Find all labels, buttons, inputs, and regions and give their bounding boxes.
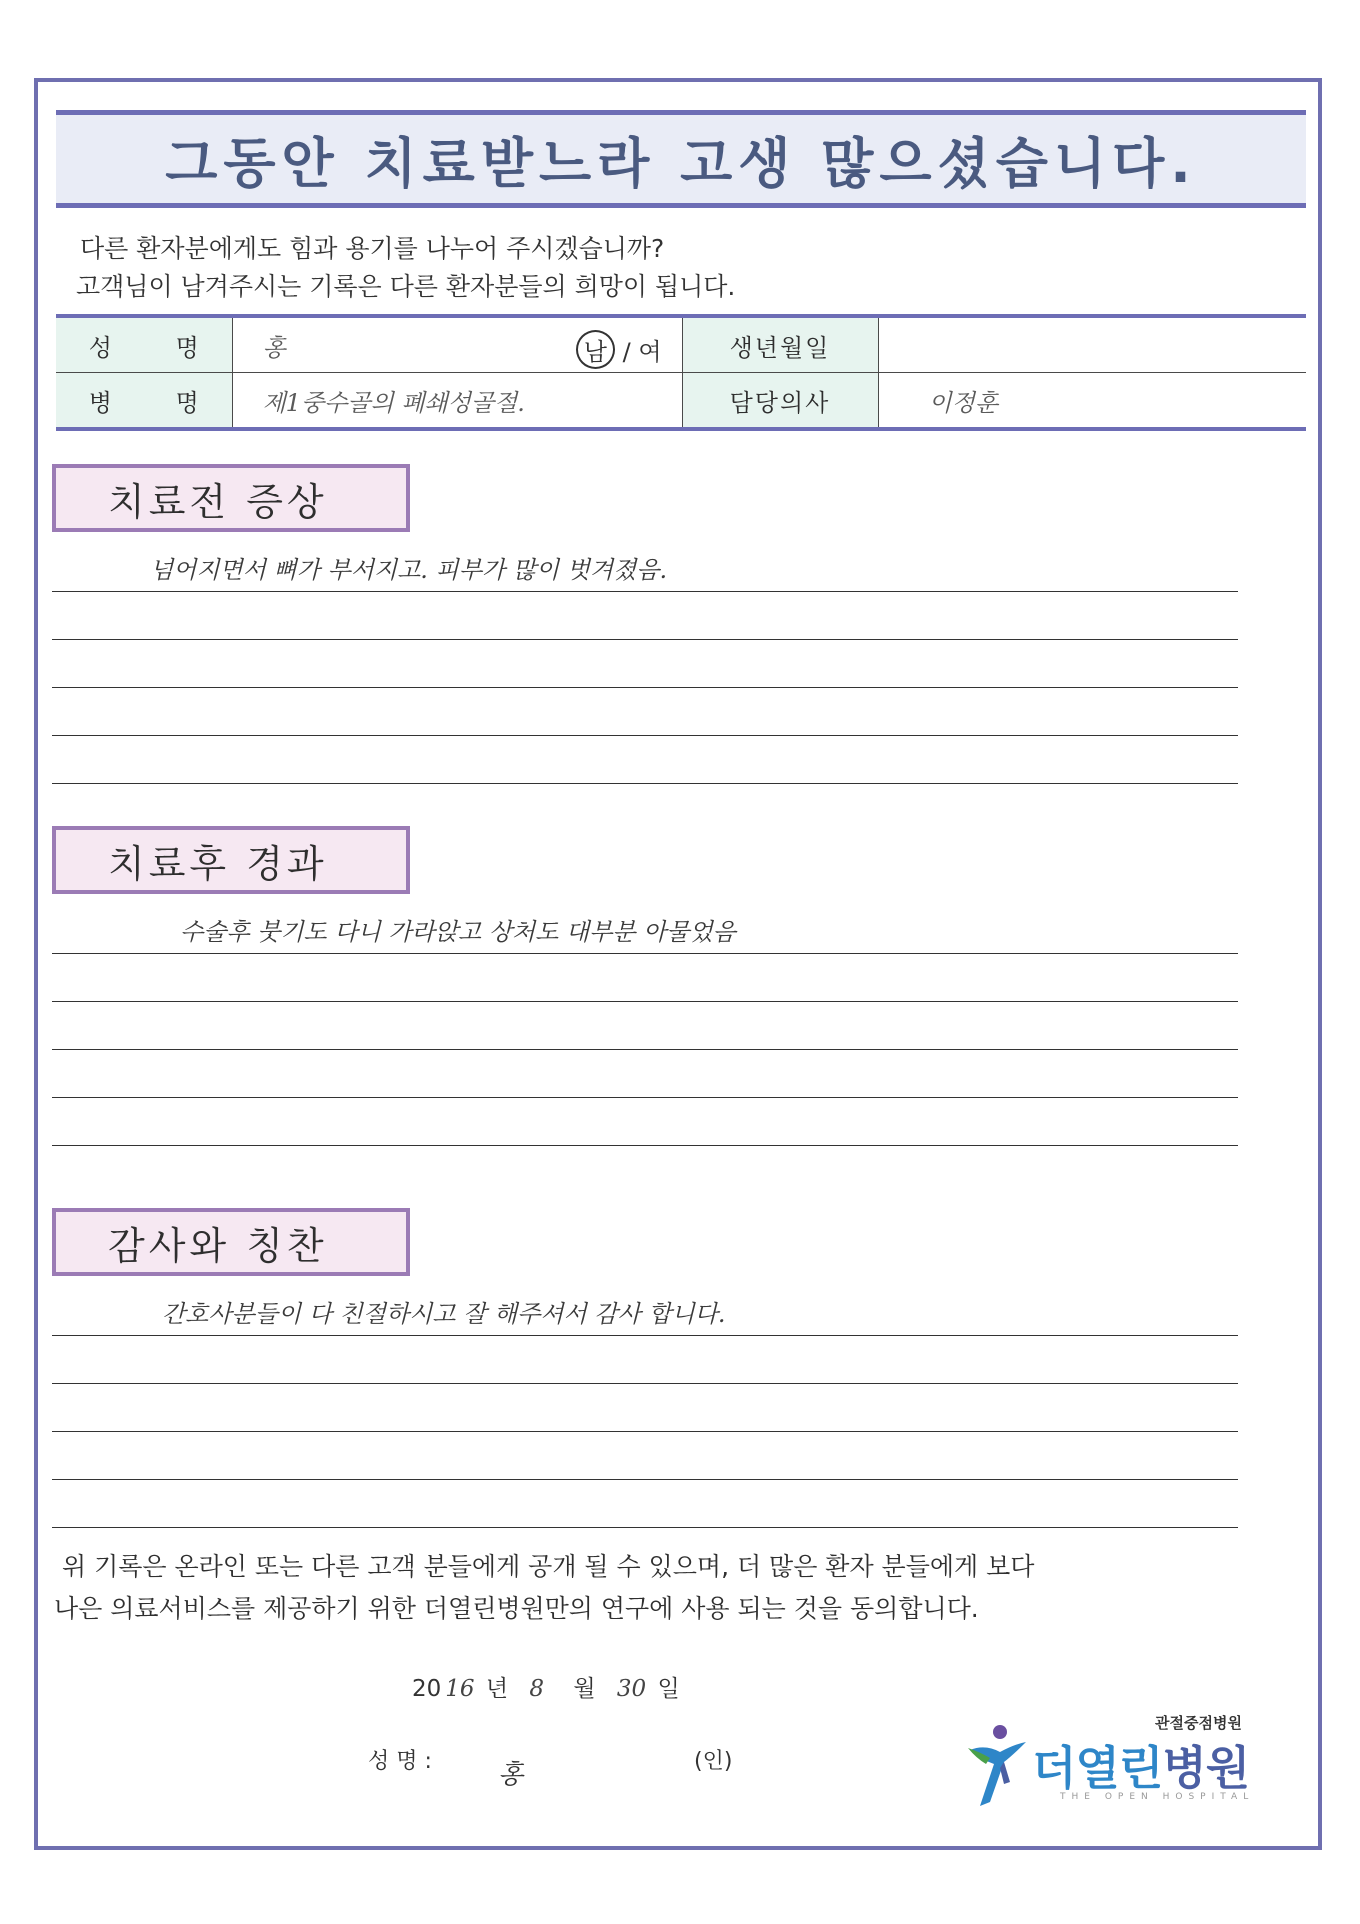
writing-line[interactable] — [52, 736, 1238, 784]
title-banner — [56, 110, 1306, 208]
logo-name — [1032, 1732, 1249, 1798]
page-title: 그동안 치료받느라 고생 많으셨습니다. — [165, 131, 1197, 195]
section-before-label: 치료전 증상 — [52, 464, 410, 532]
writing-line[interactable] — [52, 1098, 1238, 1146]
birth-field[interactable] — [878, 316, 1306, 373]
intro-line-1: 다른 환자분에게도 힘과 용기를 나누어 주시겠습니까? — [80, 234, 665, 263]
section-after-label: 치료후 경과 — [52, 826, 410, 894]
writing-line[interactable] — [52, 688, 1238, 736]
disease-value: 제1중수골의 폐쇄성골절. — [262, 388, 525, 417]
writing-line[interactable] — [52, 592, 1238, 640]
doctor-field[interactable] — [878, 373, 1306, 430]
logo-figure-icon — [960, 1722, 1030, 1812]
signature-value: 홍 — [498, 1760, 524, 1790]
writing-line[interactable] — [52, 1336, 1238, 1384]
logo-name-part1: 더열린 — [1032, 1741, 1163, 1795]
writing-line[interactable] — [52, 906, 1238, 954]
writing-line[interactable] — [52, 1050, 1238, 1098]
name-value: 홍 — [262, 333, 286, 362]
consent-line-1: 위 기록은 온라인 또는 다른 고객 분들에게 공개 될 수 있으며, 더 많은 환자 분들에게 보다 — [62, 1552, 1035, 1581]
doctor-label: 담당의사 — [682, 373, 878, 430]
line-text: 넘어지면서 뼈가 부서지고. 피부가 많이 벗겨졌음. — [150, 556, 668, 584]
date-field[interactable] — [412, 1670, 680, 1703]
gender-female[interactable]: 여 — [638, 338, 662, 366]
writing-line[interactable] — [52, 1480, 1238, 1528]
day-unit: 일 — [657, 1676, 680, 1702]
hospital-logo — [960, 1712, 1260, 1812]
writing-line[interactable] — [52, 1432, 1238, 1480]
writing-line[interactable] — [52, 640, 1238, 688]
seal-label: (인) — [694, 1749, 733, 1774]
year-value: 16 — [445, 1676, 475, 1702]
logo-english: THE OPEN HOSPITAL — [1060, 1792, 1255, 1802]
day-value: 30 — [616, 1676, 647, 1702]
gender-male[interactable]: 남 — [576, 330, 615, 369]
doctor-value: 이정훈 — [928, 388, 999, 417]
name-label: 성 명 — [56, 316, 232, 373]
month-unit: 월 — [573, 1676, 596, 1702]
disease-label: 병 명 — [56, 373, 232, 430]
section-thanks-lines[interactable] — [52, 1288, 1238, 1528]
patient-info-table — [56, 314, 1306, 431]
section-before-lines[interactable] — [52, 544, 1238, 784]
line-text: 간호사분들이 다 친절하시고 잘 해주셔서 감사 합니다. — [162, 1300, 726, 1328]
consent-line-2: 나은 의료서비스를 제공하기 위한 더열린병원만의 연구에 사용 되는 것을 동의합니다. — [54, 1594, 979, 1623]
writing-line[interactable] — [52, 1002, 1238, 1050]
intro-line-2: 고객님이 남겨주시는 기록은 다른 환자분들의 희망이 됩니다. — [76, 272, 736, 301]
year-unit: 년 — [485, 1676, 509, 1702]
gender-selector[interactable] — [576, 330, 662, 369]
writing-line[interactable] — [52, 544, 1238, 592]
intro-text — [76, 230, 736, 306]
year-prefix: 20 — [412, 1676, 442, 1702]
section-thanks-label: 감사와 칭찬 — [52, 1208, 410, 1276]
gender-separator: / — [622, 338, 631, 366]
disease-field[interactable] — [232, 373, 682, 430]
writing-line[interactable] — [52, 1288, 1238, 1336]
section-after-lines[interactable] — [52, 906, 1238, 1146]
line-text: 수술후 붓기도 다니 가라앉고 상처도 대부분 아물었음 — [180, 918, 736, 946]
birth-label: 생년월일 — [682, 316, 878, 373]
signature-area[interactable] — [368, 1744, 748, 1790]
signature-label: 성 명 : — [368, 1749, 432, 1774]
logo-subtitle: 관절중점병원 — [1155, 1714, 1242, 1732]
consent-text — [54, 1546, 1035, 1630]
name-field[interactable] — [232, 316, 682, 373]
logo-name-part2: 병원 — [1162, 1741, 1250, 1795]
writing-line[interactable] — [52, 954, 1238, 1002]
writing-line[interactable] — [52, 1384, 1238, 1432]
month-value: 8 — [529, 1676, 545, 1702]
